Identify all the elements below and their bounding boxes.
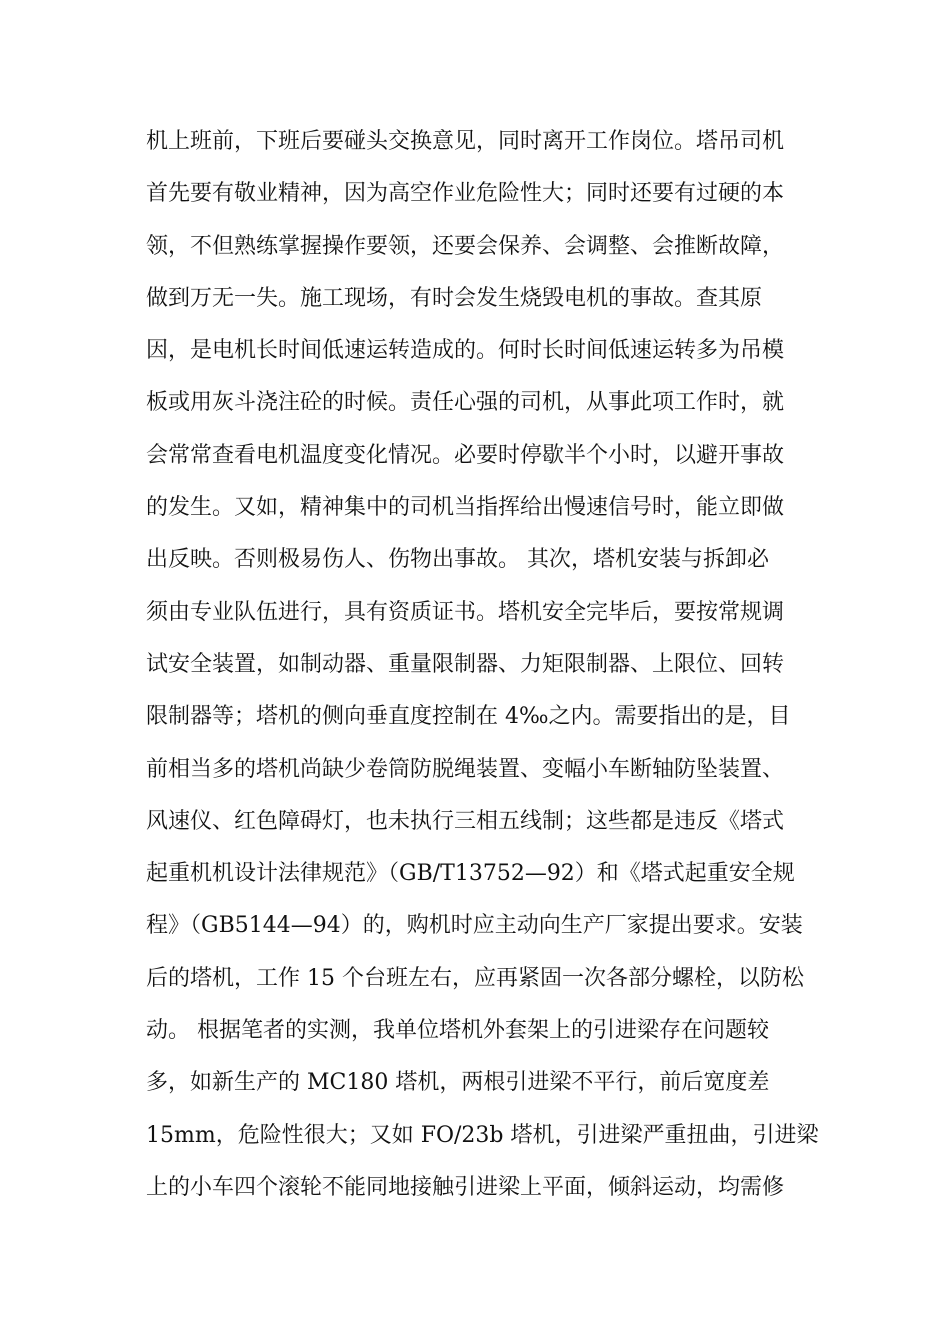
body-text <box>146 116 826 1214</box>
text-line: 机上班前，下班后要碰头交换意见，同时离开工作岗位。塔吊司机 <box>146 129 785 154</box>
text-line: 多，如新生产的 MC180 塔机，两根引进梁不平行，前后宽度差 <box>146 1070 770 1096</box>
text-line: 会常常查看电机温度变化情况。必要时停歇半个小时，以避开事故 <box>146 442 785 468</box>
text-line: 后的塔机，工作 15 个台班左右，应再紧固一次各部分螺栓，以防松 <box>146 965 804 991</box>
text-line: 领，不但熟练掌握操作要领，还要会保养、会调整、会推断故障， <box>146 233 785 259</box>
text-line: 动。 根据笔者的实测，我单位塔机外套架上的引进梁存在问题较 <box>146 1018 769 1044</box>
text-line: 起重机机设计法律规范》（GB/T13752—92）和《塔式起重安全规 <box>146 861 795 887</box>
text-line: 出反映。否则极易伤人、伤物出事故。 其次，塔机安装与拆卸必 <box>146 547 769 573</box>
text-line: 做到万无一失。施工现场，有时会发生烧毁电机的事故。查其原 <box>146 285 763 311</box>
text-line: 前相当多的塔机尚缺少卷筒防脱绳装置、变幅小车断轴防坠装置、 <box>146 756 785 782</box>
text-line: 的发生。又如，精神集中的司机当指挥给出慢速信号时，能立即做 <box>146 495 785 521</box>
text-line: 15mm，危险性很大；又如 FO/23b 塔机，引进梁严重扭曲，引进梁 <box>146 1122 819 1148</box>
text-line: 上的小车四个滚轮不能同地接触引进梁上平面，倾斜运动，均需修 <box>146 1174 785 1200</box>
text-line: 板或用灰斗浇注砼的时候。责任心强的司机，从事此项工作时，就 <box>146 390 785 416</box>
text-line: 试安全装置，如制动器、重量限制器、力矩限制器、上限位、回转 <box>146 651 785 677</box>
text-line: 首先要有敬业精神，因为高空作业危险性大；同时还要有过硬的本 <box>146 181 785 207</box>
text-line: 程》（GB5144—94）的，购机时应主动向生产厂家提出要求。安装 <box>146 913 803 939</box>
text-line: 风速仪、红色障碍灯，也未执行三相五线制；这些都是违反《塔式 <box>146 808 785 834</box>
text-line: 因，是电机长时间低速运转造成的。何时长时间低速运转多为吊模 <box>146 338 785 364</box>
text-line: 须由专业队伍进行，具有资质证书。塔机安全完毕后，要按常规调 <box>146 599 785 625</box>
text-line: 限制器等；塔机的侧向垂直度控制在 4‰之内。需要指出的是，目 <box>146 704 791 730</box>
